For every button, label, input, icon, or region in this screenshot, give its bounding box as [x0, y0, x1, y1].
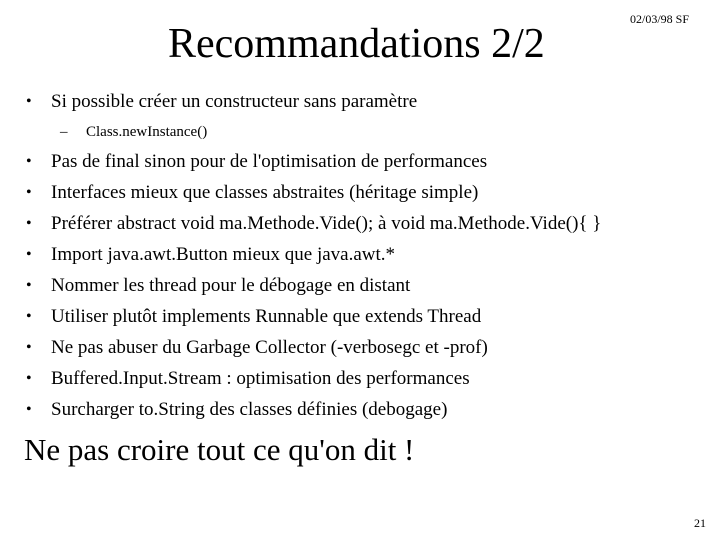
page-number: 21 — [694, 516, 706, 530]
bullet-item — [24, 367, 704, 391]
bullet-text: Import java.awt.Button mieux que java.awt.* — [51, 244, 396, 265]
bullet-text: Surcharger to.String des classes définies (debogage) — [51, 399, 448, 420]
bullet-item — [24, 150, 704, 174]
dash-icon: – — [60, 124, 68, 140]
bullet-icon: • — [26, 184, 32, 201]
bullet-item — [24, 90, 704, 114]
bullet-text: Utiliser plutôt implements Runnable que extends Thread — [51, 306, 482, 327]
bullet-icon: • — [26, 277, 32, 294]
bullet-icon: • — [26, 246, 32, 263]
bullet-item — [24, 243, 704, 267]
bullet-icon: • — [26, 308, 32, 325]
bullet-list — [24, 90, 704, 422]
bullet-text: Interfaces mieux que classes abstraites (héritage simple) — [51, 182, 479, 203]
bullet-text: Buffered.Input.Stream : optimisation des performances — [51, 368, 470, 389]
bullet-icon: • — [26, 93, 32, 110]
bullet-item — [24, 181, 704, 205]
bullet-icon: • — [26, 339, 32, 356]
bullet-icon: • — [26, 215, 32, 232]
slide-title: Recommandations 2/2 — [168, 21, 545, 67]
bullet-text: Nommer les thread pour le débogage en distant — [51, 275, 411, 296]
sub-bullet-text: Class.newInstance() — [86, 124, 208, 140]
sub-bullet-item — [24, 122, 704, 142]
bullet-item — [24, 212, 704, 236]
bullet-icon: • — [26, 401, 32, 418]
bullet-text: Si possible créer un constructeur sans paramètre — [51, 91, 418, 112]
bullet-text: Préférer abstract void ma.Methode.Vide(); à void ma.Methode.Vide(){ } — [51, 213, 602, 234]
bullet-icon: • — [26, 153, 32, 170]
conclusion-text: Ne pas croire tout ce qu'on dit ! — [24, 432, 415, 467]
bullet-icon: • — [26, 370, 32, 387]
slide-date: 02/03/98 SF — [630, 12, 690, 26]
bullet-item — [24, 336, 704, 360]
bullet-item — [24, 274, 704, 298]
bullet-item — [24, 305, 704, 329]
bullet-text: Ne pas abuser du Garbage Collector (-verbosegc et -prof) — [51, 337, 488, 358]
bullet-text: Pas de final sinon pour de l'optimisation de performances — [51, 151, 488, 172]
bullet-item — [24, 398, 704, 422]
